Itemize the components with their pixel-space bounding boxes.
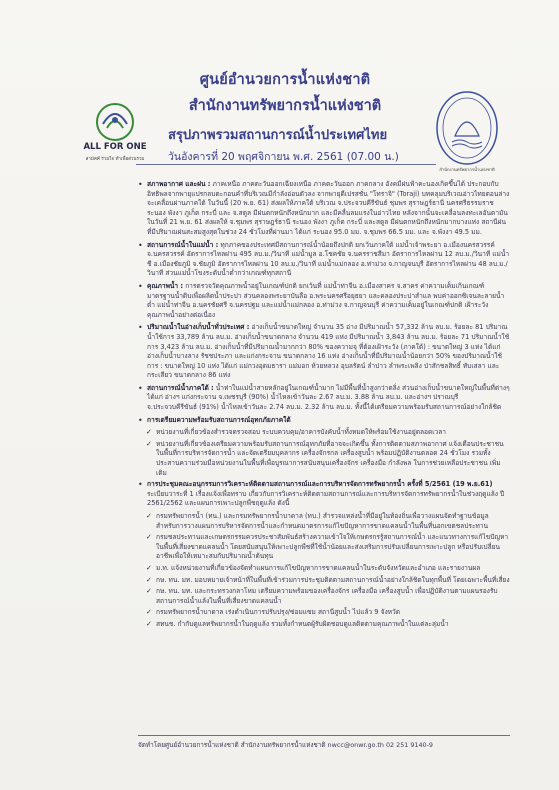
report-date: วันอังคารที่ 20 พฤศจิกายน พ.ศ. 2561 (07.00 น.) xyxy=(168,151,399,163)
logo-left-subtext: สามัคคี ร่วมใจ ทำเพื่อส่วนรวม xyxy=(85,157,145,162)
logo-right-text: สำนักงานทรัพยากรน้ำแห่งชาติ xyxy=(439,167,495,172)
bullet-icon: • xyxy=(138,240,143,250)
list-item-text: กรมทรัพยากรน้ำ (ทน.) และกรมทรัพยากรน้ำบาดาล (ทบ.) สำรวจแหล่งน้ำที่มีอยู่ในท้องถิ่นเพื่อวางแผนจัดทำฐานข้อมูล สำหรับการวางแผนการบริหารจัดการน้ำและกำหนดมาตรการแก้ไขปัญหาการขาดแคลนน้ำในพื้นที่นอกเขตชลประทาน xyxy=(156,512,489,530)
section-south xyxy=(138,384,510,413)
checkmark-icon: ✓ xyxy=(146,533,152,542)
list-item xyxy=(138,587,510,606)
section-river xyxy=(138,241,510,279)
footer-text: จัดทำโดยศูนย์อำนวยการน้ำแห่งชาติ สำนักงานทรัพยากรน้ำแห่งชาติ nwcc@onwr.go.th 02 251 9140-9 xyxy=(138,741,433,749)
onwr-seal-logo xyxy=(430,86,504,176)
checkmark-icon: ✓ xyxy=(146,428,152,437)
checkmark-icon: ✓ xyxy=(146,587,152,596)
report-body xyxy=(138,180,510,632)
org-name-line2: สำนักงานทรัพยากรน้ำแห่งชาติ xyxy=(188,98,382,114)
list-item xyxy=(138,564,510,574)
section-text: น้ำท่าในแม่น้ำสายหลักอยู่ในเกณฑ์น้ำมาก ไม่มีพื้นที่น้ำสูงกว่าตลิ่ง ส่วนอ่างเก็บน้ำขนาดใหญ่ในพื้นที่ต่างๆ ได้แก่ อ่างฯ แก่งกระจาน จ.เพชรบุรี (90%) น้ำไหลเข้าวันละ 2.67 ลบ.ม. 3.88 ล้าน ลบ.ม. และอ่างฯ ปราณบุรี จ.ประจวบคีรีขันธ์ (91%) น้ำไหลเข้าวันละ 2.74 ลบ.ม. 2.32 ล้าน ลบ.ม. ทั้งนี้ได้เตรียมความพร้อมรับสถานการณ์อย่างใกล้ชิด xyxy=(147,383,510,412)
onwr-seal-graphic xyxy=(430,86,504,176)
section-text: การตรวจวัดคุณภาพน้ำอยู่ในเกณฑ์ปกติ ยกเว้นที่ แม่น้ำท่าจีน อ.เมืองสาคร จ.สาคร ค่าความเค็มเกินเกณฑ์มาตรฐานน้ำดิบเพื่อผลิตน้ำประปา ส่วนคลองพระยาบันลือ อ.พระนครศรีอยุธยา และคลองประปาสำแล พบค่าออกซิเจนละลายน้ำต่ำ แม่น้ำท่าจีน อ.นครชัยศรี จ.นครปฐม และแม่น้ำแม่กลอง อ.ท่าม่วง จ.กาญจนบุรี ค่าความเค็มอยู่ในเกณฑ์ปกติ เฝ้าระวังคุณภาพน้ำอย่างต่อเนื่อง xyxy=(147,281,505,319)
section-heading: สถานการณ์น้ำในแม่น้ำ : xyxy=(147,240,219,249)
list-item-text: หน่วยงานที่เกี่ยวข้องสำรวจตรวจสอบ ระบบควบคุม/อาคารบังคับน้ำทั้งหมดให้พร้อมใช้งานอยู่ตลอดเวลา xyxy=(156,428,446,437)
report-title: สรุปภาพรวมสถานการณ์น้ำประเทศไทย xyxy=(168,128,388,143)
list-item-text: สทนช. กำกับดูแลทรัพยากรน้ำในฤดูแล้ง รวมทั้งกำหนดผู้รับผิดชอบดูแลติดตามคุณภาพน้ำในแต่ละลุ่มน้ำ xyxy=(156,619,449,628)
section-heading: การประชุมคณะอนุกรรมการวิเคราะห์ติดตามสถานการณ์และการบริหารจัดการทรัพยากรน้ำ ครั้งที่ 5/2561 (19 พ.ย.61) xyxy=(147,480,493,489)
checkmark-icon: ✓ xyxy=(146,512,152,520)
list-item xyxy=(138,512,510,531)
list-item-text: ม.ท. แจ้งหน่วยงานที่เกี่ยวข้องจัดทำแผนการแก้ไขปัญหาการขาดแคลนน้ำในระดับจังหวัดและอำเภอ และรายงานผล xyxy=(156,563,481,572)
list-item-text: กษ. ทน. มท. และกระทรวงกลาโหม เตรียมความพร้อมของเครื่องจักร เครื่องมือ เครื่องสูบน้ำ เพื่อปฏิบัติงานตามแผนรองรับสถานการณ์น้ำแล้งในพื้นที่เสี่ยงขาดแคลนน้ำ xyxy=(156,587,498,605)
bullet-icon: • xyxy=(138,323,143,333)
checkmark-icon: ✓ xyxy=(146,575,152,584)
all-for-one-logo-graphic xyxy=(76,98,154,180)
checkmark-icon: ✓ xyxy=(146,439,152,448)
section-meeting xyxy=(138,480,510,509)
section-text: อ่างเก็บน้ำขนาดใหญ่ จำนวน 35 อ่าง มีปริมาณน้ำ 57,332 ล้าน ลบ.ม. ร้อยละ 81 ปริมาณน้ำใช้การ 33,789 ล้าน ลบ.ม. อ่างเก็บน้ำขนาดกลาง จำนวน 419 แห่ง มีปริมาณน้ำ 3,843 ล้าน ลบ.ม. ร้อยละ 71 ปริมาณน้ำใช้การ 3,423 ล้าน ลบ.ม. อ่างเก็บน้ำที่มีปริมาณน้ำมากกว่า 80% ของความจุ ที่ต้องเฝ้าระวัง (ภาคใต้) : ขนาดใหญ่ 3 แห่ง ได้แก่ อ่างเก็บน้ำบางลาง รัชชประภา และแก่งกระจาน ขนาดกลาง 16 แห่ง อ่างเก็บน้ำที่มีปริมาณน้ำน้อยกว่า 50% ของปริมาณน้ำใช้การ : ขนาดใหญ่ 10 แห่ง ได้แก่ แม่กวงอุดมธารา แม่มอก ห้วยหลวง อุบลรัตน์ ลำปาว ลำพระเพลิง ป่าสักชลสิทธิ์ ทับเสลา และกระเสียว ขนาดกลาง 86 แห่ง xyxy=(147,323,510,380)
section-text: ระเบียบวาระที่ 1 เรื่องแจ้งเพื่อทราบ เกี่ยวกับการวิเคราะห์ติดตามสถานการณ์และการบริหารจัดการทรัพยากรน้ำในช่วงฤดูแล้ง ปี 2561/2562 และแผนการเพาะปลูกพืชฤดูแล้ง ดังนี้ xyxy=(147,489,505,508)
section-weather xyxy=(138,180,510,238)
section-heading: ปริมาณน้ำในอ่างเก็บน้ำทั่วประเทศ : xyxy=(147,323,250,332)
bullet-icon: • xyxy=(138,480,143,490)
section-heading: สภาพอากาศ และฝน : xyxy=(147,180,211,188)
list-item-text: กษ. ทน. มท. มอบหมายเจ้าหน้าที่ในพื้นที่เข้าร่วมการประชุมติดตามสถานการณ์น้ำอย่างใกล้ชิดในทุกพื้นที่ โดยเฉพาะพื้นที่เสี่ยง xyxy=(156,575,510,584)
section-water-quality xyxy=(138,282,510,320)
footer-divider xyxy=(138,735,510,736)
list-item-text: กรมทรัพยากรน้ำบาดาล เร่งดำเนินการปรับปรุง/ซ่อมแซม สถานีสูบน้ำ ไปแล้ว 9 จังหวัด xyxy=(156,608,401,617)
checkmark-icon: ✓ xyxy=(146,608,152,617)
list-item xyxy=(138,620,510,630)
section-heading: สถานการณ์น้ำภาคใต้ : xyxy=(147,383,214,392)
list-item xyxy=(138,576,510,586)
bullet-icon: • xyxy=(138,383,143,393)
section-flood-prep xyxy=(138,416,510,426)
list-item-text: หน่วยงานที่เกี่ยวข้องเตรียมความพร้อมรับสถานการณ์อุทกภัยที่อาจจะเกิดขึ้น ทั้งการติดตามสภาพอากาศ แจ้งเตือนประชาชนในพื้นที่การบริหารจัดการน้ำ และจัดเตรียมบุคลากร เครื่องจักรกล เครื่องสูบน้ำ พร้อมปฏิบัติงานตลอด 24 ชั่วโมง รวมทั้งประสานความร่วมมือหน่วยงานในพื้นที่เพื่อบูรณาการสนับสนุนเครื่องจักร เครื่องมือ กำลังพล ในการช่วยเหลือประชาชน เพิ่มเติม xyxy=(156,439,504,477)
section-heading: คุณภาพน้ำ : xyxy=(147,281,184,290)
bullet-icon: • xyxy=(138,415,143,425)
org-name-line1: ศูนย์อำนวยการน้ำแห่งชาติ xyxy=(199,72,371,88)
list-item xyxy=(138,608,510,618)
checkmark-icon: ✓ xyxy=(146,563,152,572)
section-reservoirs xyxy=(138,323,510,381)
bullet-icon: • xyxy=(138,281,143,291)
logo-left-text: ALL FOR ONE xyxy=(83,142,147,152)
section-heading: การเตรียมความพร้อมรับสถานการณ์อุทกภัยภาคใต้ xyxy=(147,415,291,424)
bullet-icon: • xyxy=(138,180,143,189)
header-divider xyxy=(136,164,436,165)
all-for-one-logo xyxy=(76,98,154,180)
list-item-text: กรมชลประทานและเกษตรกรรมควรประชาสัมพันธ์สร้างความเข้าใจให้เกษตรกรรู้สถานการณ์น้ำ และแนวทางการแก้ไขปัญหาในพื้นที่เสี่ยงขาดแคลนน้ำ โดยสนับสนุนให้เพาะปลูกพืชที่ใช้น้ำน้อยและส่งเสริมการปรับเปลี่ยนการเพาะปลูก หรือปรับเปลี่ยนอาชีพเพื่อให้เหมาะสมกับปริมาณน้ำต้นทุน xyxy=(156,533,509,561)
section-text: ภาคเหนือ ภาคตะวันออกเฉียงเหนือ ภาคตะวันออก ภาคกลาง อังคมีฝนฟ้าคะนองเกิดขึ้นได้ ประกอบกับอิทธิพลจากพายุแปรกลบตะกอนคำที่บริเวณมีกำลังอ่อนตัวลง จากพายุดีเปรสชั่น "โทราจิ" (Toraji) บทคลุมบริเวณอ่าวไทยตอนล่างจะเคลื่อนผ่านภาคใต้ ในวันนี้ (20 พ.ย. 61) ส่งผลให้ภาคใต้ บริเวณ จ.ประจวบคีรีขันธ์ ชุมพร สุราษฎร์ธานี นครศรีธรรมราช ระนอง พังงา ภูเก็ต กระบี่ และ จ.สตูล มีฝนตกหนักถึงหนักมาก และมีคลื่นลมแรงในอ่าวไทย หลังจากนั้นจะเคลื่อนลงทะเลอันดามัน ในวันที่ 21 พ.ย. 61 ส่งผลให้ จ.ชุมพร สุราษฎร์ธานี ระนอง พังงา ภูเก็ต กระบี่ และสตูล มีฝนตกหนักถึงหนักมากบางแห่ง สถานีฝนที่มีปริมาณฝนสะสมสูงสุดในช่วง 24 ชั่วโมงที่ผ่านมา ได้แก่ ระนอง 95.0 มม. จ.ชุมพร 66.5 มม. และ จ.พังงา 49.5 มม. xyxy=(147,180,510,236)
section-text: ทุกภาคของประเทศมีสถานการณ์น้ำน้อยถึงปกติ ยกเว้นภาคใต้ แม่น้ำเจ้าพระยา อ.เมืองนครสวรรค์ จ.นครสวรรค์ อัตราการไหลผ่าน 495 ลบ.ม./วินาที แม่น้ำมูล อ.โชคชัย จ.นครราชสีมา อัตราการไหลผ่าน 12 ลบ.ม./วินาที แม่น้ำชี อ.เมืองชัยภูมิ จ.ชัยภูมิ อัตราการไหลผ่าน 10 ลบ.ม./วินาที แม่น้ำแม่กลอง อ.ท่าม่วง จ.กาญจนบุรี อัตราการไหลผ่าน 48 ลบ.ม./วินาที ส่วนแม่น้ำโขงระดับน้ำต่ำกว่าเกณฑ์ทุกสถานี xyxy=(147,240,510,278)
list-item xyxy=(138,428,510,438)
list-item xyxy=(138,533,510,562)
checkmark-icon: ✓ xyxy=(146,619,152,628)
list-item xyxy=(138,440,510,478)
